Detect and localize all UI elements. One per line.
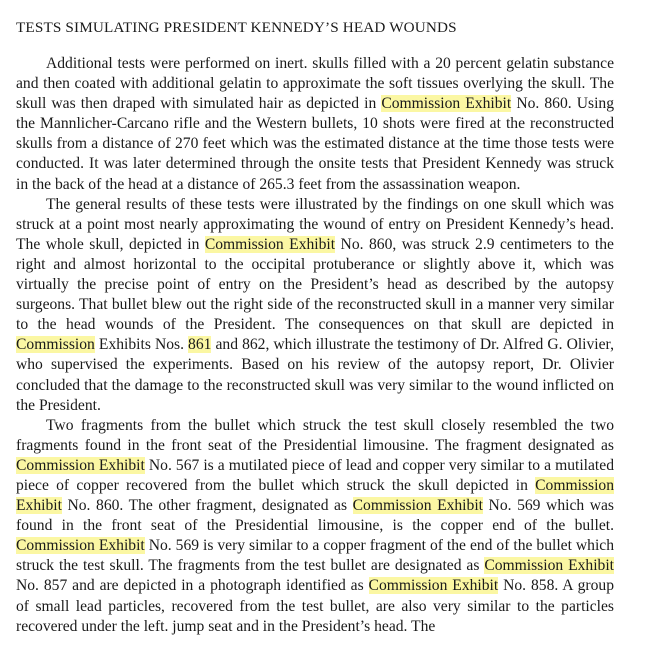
highlighted-term: Commission Exhibit <box>16 537 145 555</box>
text-run: No. 857 and are depicted in a photograph identified as <box>16 577 369 595</box>
text-run: Additional tests were performed on inert. skulls filled with a 20 percent gelatin substance and then coated with additional gelatin to approximate the soft tissues overlying the skull. The skull was then draped with simulated hair as depicted in <box>16 55 614 113</box>
body-paragraph <box>16 54 614 195</box>
text-run: No. 860. Using the Mannlicher-Carcano rifle and the Western bullets, 10 shots were fired at the reconstructed skulls from a distance of 270 feet which was the estimated distance at the time those tests were conducted. It was later determined through the onsite tests that President Kennedy was struck in the back of the head at a distance of 265.3 feet from the assassination weapon. <box>16 95 615 193</box>
text-run: The general results of these tests were illustrated by the findings on one skull which was struck at a point most nearly approximating the wound of entry on President Kennedy’s head. The whole skull, depicted in <box>16 195 614 253</box>
highlighted-term: Commission Exhibit <box>16 456 145 474</box>
highlighted-term: Commission Exhibit <box>16 476 614 515</box>
text-run: and 862, which illustrate the testimony of Dr. Alfred G. Olivier, who supervised the experiments. Based on his review of the autopsy report, Dr. Olivier concluded that the damage to the reconstructed skull was very similar to the wound inflicted on the President. <box>16 336 615 414</box>
text-run: No. 860, was struck 2.9 centimeters to the right and almost horizontal to the occipital protuberance or slightly above it, which was virtually the precise point of entry on the President’s head as described by the autopsy surgeons. That bullet blew out the right side of the reconstructed skull in a manner very similar to the head wounds of the President. The consequences on that skull are depicted in <box>16 235 614 334</box>
highlighted-term: Commission Exhibit <box>368 577 499 595</box>
text-run: No. 567 is a mutilated piece of lead and copper very similar to a mutilated piece of copper recovered from the bullet which struck the skull depicted in <box>16 456 614 494</box>
text-run: Exhibits Nos. <box>94 336 189 354</box>
page-title: TESTS SIMULATING PRESIDENT KENNEDY’S HEAD WOUNDS <box>16 19 457 36</box>
highlighted-term: Commission Exhibit <box>381 95 512 113</box>
document-page <box>16 18 614 637</box>
highlighted-term: 861 <box>188 336 212 354</box>
document-body <box>16 54 614 637</box>
highlighted-term: Commission Exhibit <box>352 497 483 515</box>
highlighted-term: Commission <box>16 336 95 354</box>
text-run: No. 569 which was found in the front seat of the Presidential limousine, is the copper end of the bullet. <box>16 497 614 535</box>
text-run: No. 858. A group of small lead particles, recovered from the test bullet, are also very similar to the particles recovered under the left. jump seat and in the President’s head. The <box>16 577 614 635</box>
text-run: No. 860. The other fragment, designated as <box>61 497 353 515</box>
text-run: No. 569 is very similar to a copper fragment of the end of the bullet which struck the test skull. The fragments from the test bullet are designated as <box>16 537 614 575</box>
text-run: Two fragments from the bullet which struck the test skull closely resembled the two fragments found in the front seat of the Presidential limousine. The fragment designated as <box>16 416 614 454</box>
highlighted-term: Commission Exhibit <box>204 235 336 253</box>
highlighted-term: Commission Exhibit <box>484 557 614 575</box>
body-paragraph <box>16 195 614 416</box>
body-paragraph <box>16 416 614 637</box>
